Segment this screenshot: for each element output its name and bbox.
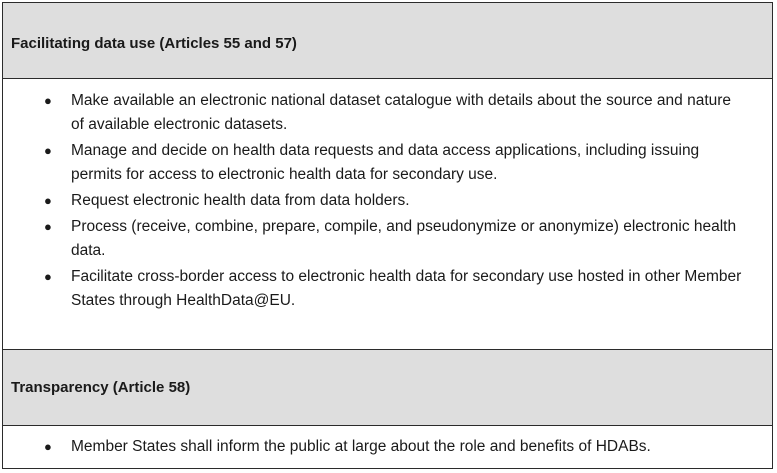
bullet-icon: ● — [44, 193, 52, 208]
bullet-icon: ● — [44, 219, 52, 234]
list-item — [3, 189, 772, 213]
bullet-list — [3, 435, 772, 461]
list-item-text: Manage and decide on health data requests and data access applications, including issuing permits for access to electronic health data for secondary use. — [71, 142, 700, 183]
bullet-icon: ● — [44, 269, 52, 284]
section-header-transparency — [2, 349, 773, 426]
bullet-icon: ● — [44, 93, 52, 108]
list-item-text: Make available an electronic national dataset catalogue with details about the source and nature of available electronic datasets. — [71, 92, 732, 133]
bullet-list — [3, 89, 772, 315]
section-body-transparency — [2, 426, 773, 469]
section-title: Facilitating data use (Articles 55 and 57) — [11, 35, 297, 52]
list-item-text: Member States shall inform the public at large about the role and benefits of HDABs. — [71, 438, 651, 455]
bullet-icon: ● — [44, 439, 52, 454]
list-item — [3, 89, 772, 137]
section-title: Transparency (Article 58) — [11, 379, 191, 396]
list-item-text: Process (receive, combine, prepare, compile, and pseudonymize or anonymize) electronic health data. — [71, 218, 737, 259]
section-header-facilitating-data-use — [2, 2, 773, 79]
list-item — [3, 265, 772, 313]
list-item-text: Facilitate cross-border access to electronic health data for secondary use hosted in other Member States through HealthData@EU. — [71, 268, 742, 309]
bullet-icon: ● — [44, 143, 52, 158]
list-item — [3, 139, 772, 187]
list-item — [3, 215, 772, 263]
list-item-text: Request electronic health data from data holders. — [71, 192, 410, 209]
list-item — [3, 435, 772, 459]
section-body-facilitating-data-use — [2, 79, 773, 349]
